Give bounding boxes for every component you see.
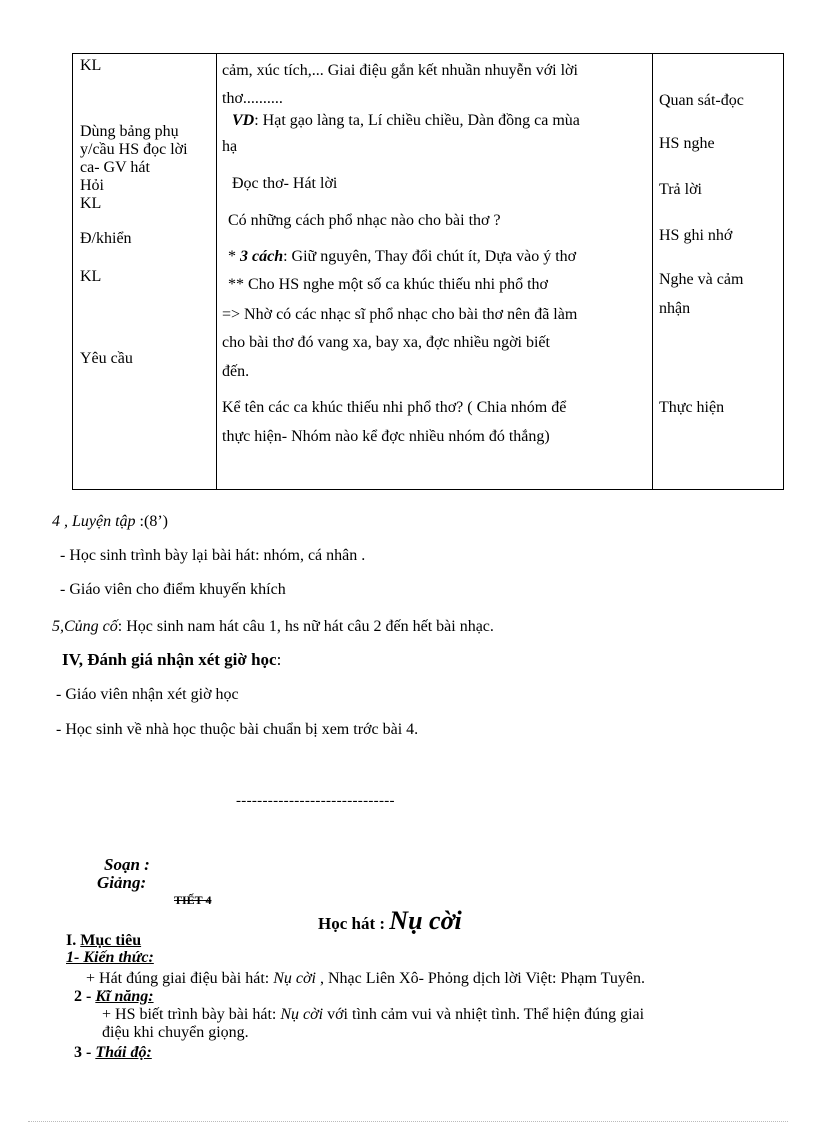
col2-line: đến.: [222, 363, 250, 380]
col2-cach-line: [228, 248, 576, 266]
col3-line: Quan sát-đọc: [659, 92, 744, 109]
col3-line: Thực hiện: [659, 399, 725, 416]
col2-line: => Nhờ có các nhạc sĩ phổ nhạc cho bài thơ nên đã làm: [222, 306, 578, 323]
section4-time: :(8’): [135, 513, 168, 530]
lesson-title-song: Nụ cời: [389, 906, 462, 935]
kt-song: Nụ cời: [273, 970, 316, 987]
ki-nang-text: [102, 1006, 644, 1024]
section-iv-colon: :: [276, 650, 282, 669]
col1-line: ca- GV hát: [80, 159, 150, 176]
kn-num: 2 -: [74, 988, 96, 1005]
table-divider-1: [216, 54, 217, 489]
section5-line: [52, 618, 494, 636]
col2-line: hạ: [222, 138, 238, 155]
col2-line: ** Cho HS nghe một số ca khúc thiếu nhi phổ thơ: [228, 276, 548, 293]
col2-line: Kể tên các ca khúc thiếu nhi phổ thơ? ( Chia nhóm để: [222, 399, 567, 416]
col3-line: nhận: [659, 300, 691, 317]
section-iv-item: - Giáo viên nhận xét giờ học: [56, 686, 239, 703]
thai-do-heading: [74, 1044, 152, 1062]
section-iv-heading: [62, 651, 281, 669]
col2-line: Đọc thơ- Hát lời: [232, 175, 338, 192]
col2-line: thơ..........: [222, 90, 283, 107]
kt-text-b: , Nhạc Liên Xô- Phỏng dịch lời Việt: Phạm Tuyên.: [315, 970, 645, 987]
page-footer-rule: [28, 1121, 788, 1122]
col1-line: Đ/khiển: [80, 230, 132, 247]
vd-label: VD: [232, 112, 255, 129]
soan-label: Soạn :: [104, 855, 150, 874]
cach-prefix: *: [228, 248, 240, 265]
col1-kl-1: KL: [80, 57, 102, 74]
ki-nang-text-2: điệu khi chuyển giọng.: [102, 1024, 249, 1041]
col1-line: y/cầu HS đọc lời: [80, 141, 188, 158]
section4-item: - Giáo viên cho điểm khuyến khích: [60, 581, 286, 598]
td-label: Thái độ:: [95, 1044, 152, 1061]
col2-line: cảm, xúc tích,... Giai điệu gắn kết nhuần nhuyễn với lời: [222, 62, 578, 79]
muc-tieu-title: Mục tiêu: [80, 932, 142, 949]
col3-line: Trả lời: [659, 181, 702, 198]
section-iv-item: - Học sinh về nhà học thuộc bài chuẩn bị xem trớc bài 4.: [56, 721, 419, 738]
section5-text: : Học sinh nam hát câu 1, hs nữ hát câu 2 đến hết bài nhạc.: [117, 618, 494, 635]
col2-vd-line: [232, 112, 580, 130]
section4-heading: [52, 513, 168, 531]
col2-line: Có những cách phổ nhạc nào cho bài thơ ?: [228, 212, 501, 229]
kien-thuc-text: [86, 970, 645, 988]
tiet-label: TIẾT 4: [174, 893, 212, 907]
muc-tieu-heading: [66, 932, 141, 950]
table-divider-2: [652, 54, 653, 489]
lesson-title: [318, 906, 462, 940]
col3-line: Nghe và cảm: [659, 271, 744, 288]
kn-text-b: với tình cảm vui và nhiệt tình. Thể hiện đúng giai: [323, 1006, 645, 1023]
col1-line: KL: [80, 268, 102, 285]
section4-title: Luyện tập: [72, 513, 136, 530]
kn-label: Kĩ năng:: [95, 988, 154, 1005]
col3-line: HS ghi nhớ: [659, 227, 733, 244]
section5-label: 5,Củng cố: [52, 618, 118, 635]
col1-line: Yêu cầu: [80, 350, 133, 367]
section4-item: - Học sinh trình bày lại bài hát: nhóm, cá nhân .: [60, 547, 366, 564]
col1-line: Hỏi: [80, 177, 104, 194]
col2-line: thực hiện- Nhóm nào kể đợc nhiều nhóm đó thắng): [222, 428, 550, 445]
cach-label: 3 cách: [240, 248, 284, 265]
col1-line: Dùng bảng phụ: [80, 123, 179, 140]
kn-text-a: + HS biết trình bày bài hát:: [102, 1006, 281, 1023]
giang-label: Giảng:: [97, 873, 147, 892]
lesson-title-prefix: Học hát :: [318, 914, 390, 933]
cach-text: : Giữ nguyên, Thay đổi chút ít, Dựa vào ý thơ: [283, 248, 577, 265]
section-iv-title: IV, Đánh giá nhận xét giờ học: [62, 650, 277, 669]
col2-line: cho bài thơ đó vang xa, bay xa, đợc nhiều ngời biết: [222, 334, 550, 351]
kt-text-a: + Hát đúng giai điệu bài hát:: [86, 970, 274, 987]
col3-line: HS nghe: [659, 135, 715, 152]
ki-nang-heading: [74, 988, 154, 1006]
col1-line: KL: [80, 195, 102, 212]
section-divider: ------------------------------: [236, 793, 395, 809]
vd-text: : Hạt gạo làng ta, Lí chiều chiều, Dàn đồng ca mùa: [254, 112, 580, 129]
kn-song: Nụ cời: [280, 1006, 324, 1023]
section4-num: 4 ,: [52, 513, 72, 530]
kien-thuc-heading: 1- Kiến thức:: [66, 949, 154, 966]
td-num: 3 -: [74, 1044, 96, 1061]
muc-tieu-num: I.: [66, 932, 81, 949]
